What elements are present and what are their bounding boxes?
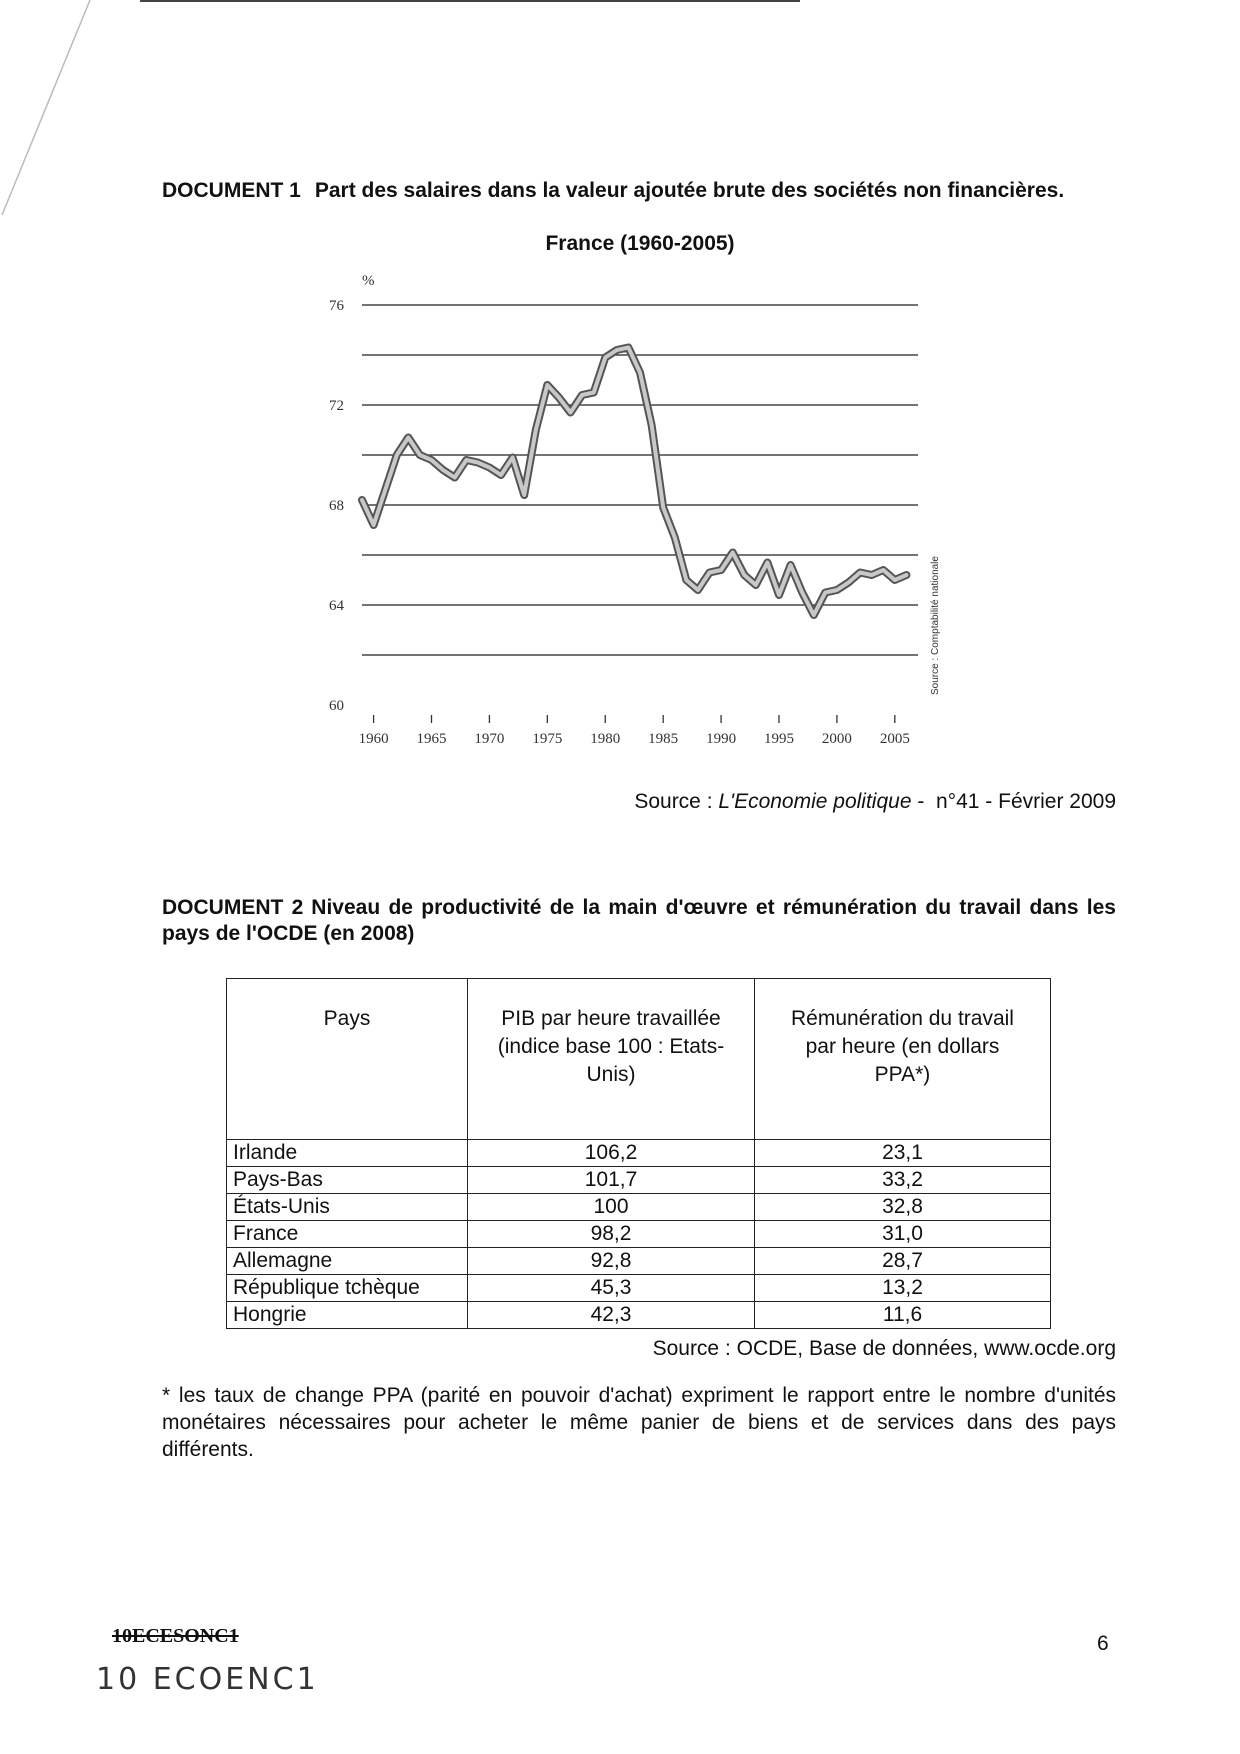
cell-remuneration: 13,2 xyxy=(755,1275,1051,1302)
chart-title: France (1960-2005) xyxy=(545,232,735,255)
cell-pib: 100 xyxy=(468,1194,755,1221)
cell-remuneration: 23,1 xyxy=(755,1140,1051,1167)
source1-publication: L'Economie politique xyxy=(718,790,912,813)
cell-country: Pays-Bas xyxy=(227,1167,468,1194)
x-tick-label: 1980 xyxy=(590,731,621,747)
cell-pib: 101,7 xyxy=(468,1167,755,1194)
printed-exam-code: 10ECESONC1 xyxy=(112,1625,239,1647)
document2-label: DOCUMENT 2 xyxy=(162,896,304,919)
x-tick-label: 1975 xyxy=(532,731,563,747)
x-tick-label: 1965 xyxy=(416,731,447,747)
table-body xyxy=(227,1140,1051,1329)
table-row xyxy=(227,1275,1051,1302)
x-tick-label: 1960 xyxy=(358,731,389,747)
series-line xyxy=(362,348,906,616)
header-pib: PIB par heure travaillée (indice base 100 : Etats-Unis) xyxy=(468,979,755,1140)
series-line-outline xyxy=(362,348,906,616)
x-tick-label: 2005 xyxy=(879,731,910,747)
document1-title: Part des salaires dans la valeur ajoutée brute des sociétés non financières. xyxy=(314,179,1065,202)
cell-remuneration: 11,6 xyxy=(755,1302,1051,1329)
table-row xyxy=(227,1221,1051,1248)
source1-prefix: Source : xyxy=(634,790,719,813)
cell-pib: 98,2 xyxy=(468,1221,755,1248)
cell-pib: 92,8 xyxy=(468,1248,755,1275)
chart-y-axis xyxy=(329,298,345,714)
chart-source-note: Source : Comptabilité nationale xyxy=(930,556,941,695)
table-row xyxy=(227,1302,1051,1329)
table-row xyxy=(227,1248,1051,1275)
cell-remuneration: 32,8 xyxy=(755,1194,1051,1221)
document1-heading xyxy=(162,178,1116,204)
chart-gridlines xyxy=(362,305,918,655)
x-tick-label: 1970 xyxy=(474,731,505,747)
y-tick-label: 72 xyxy=(329,398,344,414)
document1-source xyxy=(634,790,1116,814)
x-tick-label: 1995 xyxy=(764,731,794,747)
y-tick-label: 68 xyxy=(329,498,344,514)
x-tick-label: 2000 xyxy=(821,731,852,747)
x-tick-label: 1990 xyxy=(706,731,737,747)
document2-title: Niveau de productivité de la main d'œuvre et rémunération du travail dans les pays de l'OCDE (en 2008) xyxy=(162,896,1116,945)
table-header-row xyxy=(227,979,1051,1140)
header-remuneration: Rémunération du travail par heure (en dollars PPA*) xyxy=(755,979,1051,1140)
cell-country: Hongrie xyxy=(227,1302,468,1329)
cell-remuneration: 31,0 xyxy=(755,1221,1051,1248)
ppa-footnote: * les taux de change PPA (parité en pouvoir d'achat) expriment le rapport entre le nombre d'unités monétaires nécessaires pour acheter le même panier de biens et de services dans des pays différents. xyxy=(162,1384,1116,1461)
y-tick-label: 60 xyxy=(329,698,344,714)
page-number: 6 xyxy=(1097,1632,1109,1655)
cell-country: France xyxy=(227,1221,468,1248)
chart-x-axis xyxy=(359,715,910,747)
document1-label: DOCUMENT 1 xyxy=(162,179,301,202)
table-row xyxy=(227,1140,1051,1167)
cell-country: Irlande xyxy=(227,1140,468,1167)
handwritten-exam-code: 10 ECOENC1 xyxy=(96,1662,319,1697)
header-country: Pays xyxy=(227,979,468,1140)
table-row xyxy=(227,1167,1051,1194)
cell-pib: 45,3 xyxy=(468,1275,755,1302)
source1-suffix: - n°41 - Février 2009 xyxy=(911,790,1116,813)
y-tick-label: 64 xyxy=(329,598,344,614)
x-tick-label: 1985 xyxy=(648,731,679,747)
productivity-table xyxy=(226,978,1051,1329)
cell-pib: 106,2 xyxy=(468,1140,755,1167)
document2-source: Source : OCDE, Base de données, www.ocde.org xyxy=(652,1337,1116,1360)
document2-heading xyxy=(162,895,1116,947)
y-tick-label: 76 xyxy=(329,298,344,314)
cell-pib: 42,3 xyxy=(468,1302,755,1329)
cell-country: République tchèque xyxy=(227,1275,468,1302)
chart-series xyxy=(362,348,906,616)
cell-remuneration: 28,7 xyxy=(755,1248,1051,1275)
cell-country: Allemagne xyxy=(227,1248,468,1275)
cell-remuneration: 33,2 xyxy=(755,1167,1051,1194)
wage-share-chart xyxy=(310,265,950,765)
chart-y-unit-label: % xyxy=(362,273,375,289)
cell-country: États-Unis xyxy=(227,1194,468,1221)
table-row xyxy=(227,1194,1051,1221)
